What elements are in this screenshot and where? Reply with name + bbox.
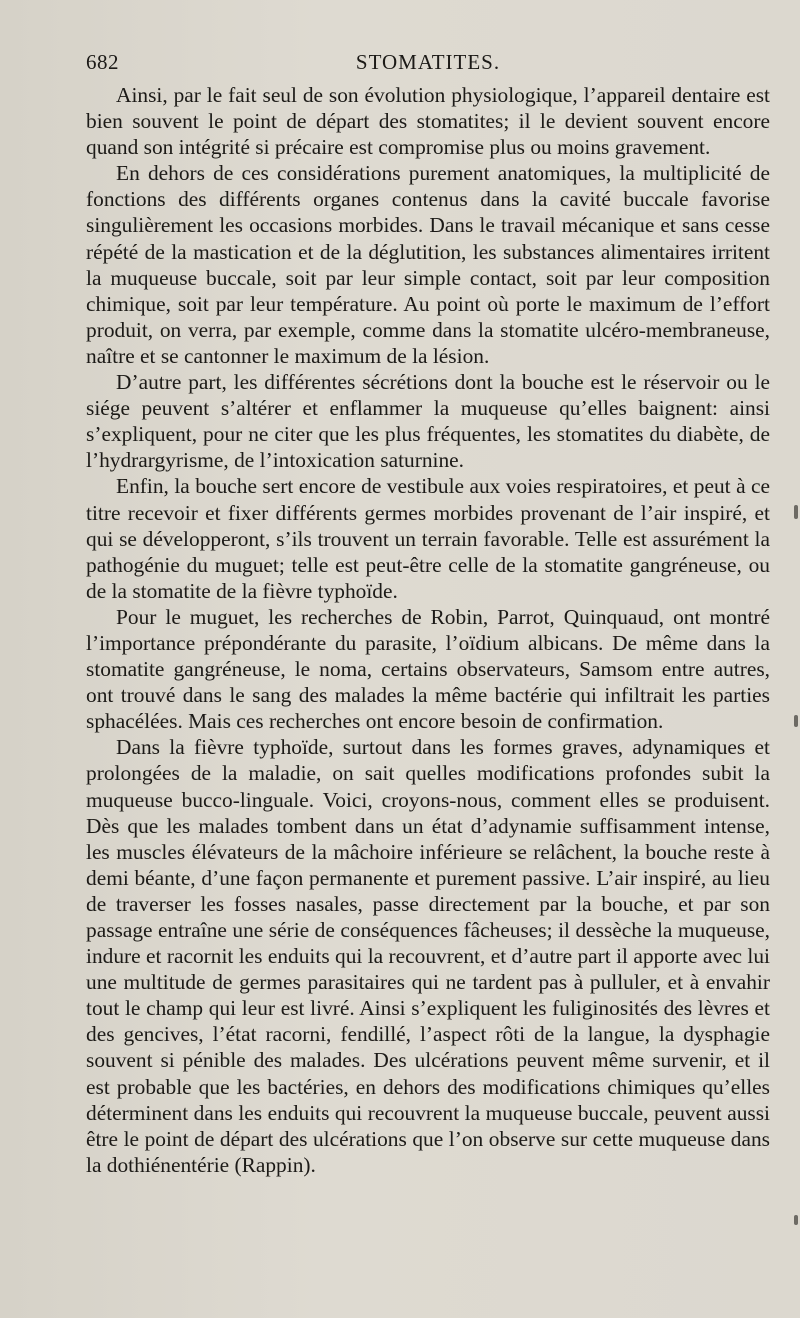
paragraph-3: D’autre part, les différentes sécrétions dont la bouche est le réservoir ou le siége peuvent s’altérer et enflammer la muqueuse qu’elles baignent: ainsi s’expliquent, pour ne citer que les plus fréquentes, les stomatites du diabète, de l’hydrargyrisme, de l’intoxication saturnine. [86, 370, 770, 473]
paragraph-2: En dehors de ces considérations purement anatomiques, la multiplicité de fonctions des différents organes contenus dans la cavité buccale favorise singulièrement les occasions morbides. Dans le travail mécanique et sans cesse répété de la mastication et de la déglutition, les substances alimentaires irritent la muqueuse buccale, soit par leur simple contact, soit par leur composition chimique, soit par leur température. Au point où porte le maximum de l’effort produit, on verra, par exemple, comme dans la stomatite ulcéro-membraneuse, naître et se cantonner le maximum de la lésion. [86, 161, 770, 368]
running-title: STOMATITES. [355, 50, 501, 74]
page-edge-mark [794, 505, 798, 519]
paragraph-6: Dans la fièvre typhoïde, surtout dans les formes graves, adynamiques et prolongées de la maladie, on sait quelles modifications profondes subit la muqueuse bucco-linguale. Voici, croyons-nous, comment elles se produisent. Dès que les malades tombent dans un état d’adynamie suffisamment intense, les muscles élévateurs de la mâchoire inférieure se relâchent, la bouche reste à demi béante, d’une façon permanente et purement passive. L’air inspiré, au lieu de traverser les fosses nasales, passe directement par la bouche, et par son passage entraîne une série de conséquences fâcheuses; il dessèche la muqueuse, indure et racornit les enduits qui la recouvrent, et d’autre part il apporte avec lui une multitude de germes parasitaires qui ne tardent pas à pulluler, et à envahir tout le champ qui leur est livré. Ainsi s’expliquent les fuliginosités des lèvres et des gencives, l’état racorni, fendillé, l’aspect rôti de la langue, la dysphagie souvent si pénible des malades. Des ulcérations peuvent même survenir, et il est probable que les bactéries, en dehors des modifications chimiques qu’elles déterminent dans les enduits qui recouvrent la muqueuse buccale, peuvent aussi être le point de départ des ulcérations que l’on observe sur cette muqueuse dans la dothiénentérie (Rappin). [86, 735, 770, 1177]
page-number: 682 [86, 50, 119, 74]
page-header [86, 50, 770, 80]
paragraph-4: Enfin, la bouche sert encore de vestibule aux voies respiratoires, et peut à ce titre recevoir et fixer différents germes morbides provenant de l’air inspiré, et qui se développeront, s’ils trouvent un terrain favorable. Telle est assurément la pathogénie du muguet; telle est peut-être celle de la stomatite gangréneuse, ou de la stomatite de la fièvre typhoïde. [86, 474, 770, 603]
body-text [86, 82, 770, 1178]
paragraph-1: Ainsi, par le fait seul de son évolution physiologique, l’appareil dentaire est bien souvent le point de départ des stomatites; il le devient souvent encore quand son intégrité si précaire est compromise plus ou moins gravement. [86, 83, 770, 160]
paragraph-5: Pour le muguet, les recherches de Robin, Parrot, Quinquaud, ont montré l’importance prépondérante du parasite, l’oïdium albicans. De même dans la stomatite gangréneuse, le noma, certains observateurs, Samsom entre autres, ont trouvé dans le sang des malades la même bactérie qui infiltrait les parties sphacélées. Mais ces recherches ont encore besoin de confirmation. [86, 604, 770, 734]
page-edge-mark [794, 715, 798, 727]
page-edge-mark [794, 1215, 798, 1225]
